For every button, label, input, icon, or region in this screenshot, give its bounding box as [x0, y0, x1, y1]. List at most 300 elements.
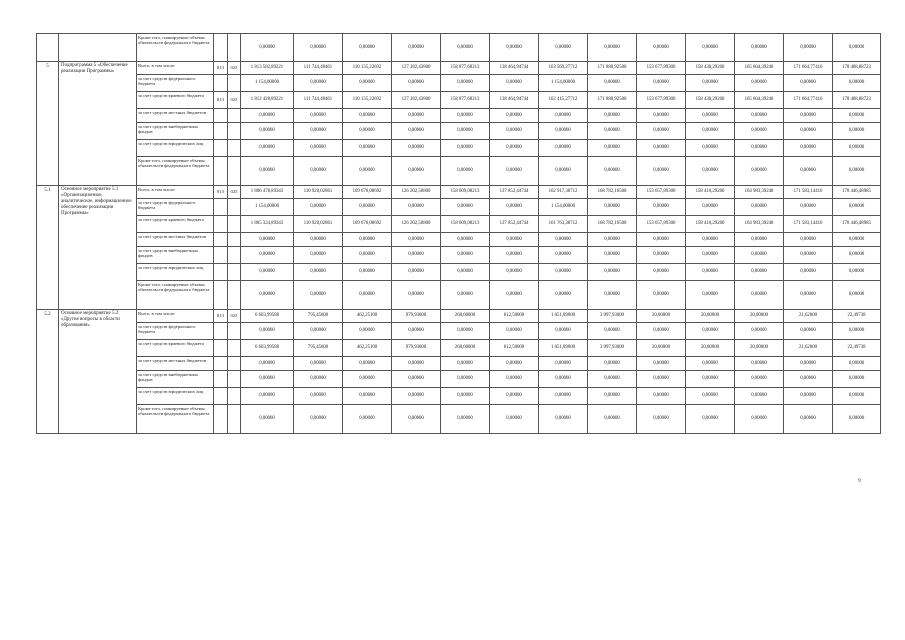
funding-source: за счет средств местных бюджетов — [137, 109, 214, 123]
funding-source: за счет средств федерального бюджета — [137, 75, 214, 92]
amount-cell: 0,00000 — [539, 140, 588, 157]
grbs-code — [214, 357, 228, 371]
amount-cell: 462,25100 — [343, 310, 392, 323]
table-row — [37, 233, 881, 247]
amount-cell: 0,00000 — [784, 199, 833, 216]
amount-cell: 178 468,88723 — [833, 92, 881, 109]
amount-cell: 0,00000 — [343, 388, 392, 405]
amount-cell: 21,62000 — [784, 310, 833, 323]
section-code — [228, 75, 241, 92]
table-row — [37, 281, 881, 310]
grbs-code — [214, 75, 228, 92]
amount-cell: 0,00000 — [833, 157, 881, 186]
amount-cell: 0,00000 — [833, 109, 881, 123]
funding-table — [36, 33, 881, 434]
amount-cell: 0,00000 — [637, 357, 686, 371]
amount-cell: 0,00000 — [441, 199, 490, 216]
amount-cell: 0,00000 — [392, 323, 441, 340]
amount-cell: 138 464,94744 — [490, 92, 539, 109]
table-row — [37, 357, 881, 371]
amount-cell: 0,00000 — [686, 405, 735, 434]
amount-cell: 0,00000 — [392, 371, 441, 388]
amount-cell: 0,00000 — [294, 157, 343, 186]
amount-cell: 0,00000 — [588, 233, 637, 247]
amount-cell: 0,00000 — [833, 405, 881, 434]
section-name — [59, 34, 137, 62]
amount-cell: 0,00000 — [784, 75, 833, 92]
amount-cell: 0,00000 — [343, 140, 392, 157]
amount-cell: 0,00000 — [539, 281, 588, 310]
table-row — [37, 264, 881, 281]
section-code — [228, 247, 241, 264]
amount-cell: 0,00000 — [539, 371, 588, 388]
section-code — [228, 388, 241, 405]
grbs-code — [214, 371, 228, 388]
amount-cell: 0,00000 — [735, 157, 784, 186]
amount-cell: 0,00000 — [539, 34, 588, 62]
table-row — [37, 140, 881, 157]
amount-cell: 0,00000 — [539, 264, 588, 281]
amount-cell: 0,00000 — [241, 157, 294, 186]
amount-cell: 162 917,38712 — [539, 186, 588, 199]
amount-cell: 0,00000 — [686, 264, 735, 281]
amount-cell: 0,00000 — [294, 233, 343, 247]
amount-cell: 0,00000 — [392, 109, 441, 123]
section-code — [228, 199, 241, 216]
amount-cell: 0,00000 — [784, 140, 833, 157]
amount-cell: 0,00000 — [735, 34, 784, 62]
table-body — [37, 34, 881, 434]
funding-source: Кроме того, планируемые объемы обязательств федерального бюджета — [137, 281, 214, 310]
section-name: Подпрограмма 5 «Обеспечение реализации Программы» — [59, 62, 137, 186]
grbs-code — [214, 216, 228, 233]
grbs-code — [214, 405, 228, 434]
section-code: 025 — [228, 62, 241, 75]
amount-cell: 0,00000 — [441, 388, 490, 405]
amount-cell: 0,00000 — [392, 140, 441, 157]
section-index: 5 — [37, 62, 59, 186]
amount-cell: 0,00000 — [735, 123, 784, 140]
section-code — [228, 34, 241, 62]
amount-cell: 0,00000 — [637, 34, 686, 62]
amount-cell: 0,00000 — [686, 140, 735, 157]
amount-cell: 0,00000 — [343, 264, 392, 281]
amount-cell: 171 664,77416 — [784, 62, 833, 75]
funding-source: за счет средств внебюджетных фондов — [137, 123, 214, 140]
amount-cell: 165 604,39248 — [735, 92, 784, 109]
amount-cell: 0,00000 — [241, 357, 294, 371]
amount-cell: 0,00000 — [343, 34, 392, 62]
grbs-code — [214, 199, 228, 216]
amount-cell: 0,00000 — [637, 264, 686, 281]
amount-cell: 0,00000 — [686, 233, 735, 247]
table-row — [37, 199, 881, 216]
amount-cell: 0,00000 — [241, 34, 294, 62]
amount-cell: 0,00000 — [241, 140, 294, 157]
amount-cell: 0,00000 — [343, 233, 392, 247]
amount-cell: 0,00000 — [343, 157, 392, 186]
amount-cell: 127 182,43800 — [392, 92, 441, 109]
amount-cell: 0,00000 — [637, 388, 686, 405]
amount-cell: 0,00000 — [588, 247, 637, 264]
amount-cell: 0,00000 — [784, 371, 833, 388]
grbs-code: 813 — [214, 62, 228, 75]
amount-cell: 0,00000 — [833, 75, 881, 92]
section-code — [228, 157, 241, 186]
amount-cell: 178 446,48985 — [833, 216, 881, 233]
grbs-code — [214, 247, 228, 264]
section-code — [228, 123, 241, 140]
section-code — [228, 323, 241, 340]
amount-cell: 1 154,00000 — [539, 75, 588, 92]
grbs-code — [214, 109, 228, 123]
amount-cell: 110 135,32692 — [343, 92, 392, 109]
amount-cell: 0,00000 — [588, 357, 637, 371]
table-row — [37, 405, 881, 434]
amount-cell: 0,00000 — [490, 371, 539, 388]
amount-cell: 0,00000 — [392, 405, 441, 434]
funding-source: Всего, в том числе: — [137, 310, 214, 323]
amount-cell: 153 677,89300 — [637, 62, 686, 75]
amount-cell: 20,00000 — [637, 340, 686, 357]
amount-cell: 165 604,39248 — [735, 62, 784, 75]
amount-cell: 0,00000 — [241, 247, 294, 264]
table-row — [37, 340, 881, 357]
amount-cell: 0,00000 — [588, 264, 637, 281]
amount-cell: 0,00000 — [588, 388, 637, 405]
funding-source: за счет средств юридических лиц — [137, 388, 214, 405]
amount-cell: 0,00000 — [686, 109, 735, 123]
amount-cell: 0,00000 — [490, 157, 539, 186]
amount-cell: 0,00000 — [735, 388, 784, 405]
table-row — [37, 388, 881, 405]
table-row — [37, 323, 881, 340]
amount-cell: 0,00000 — [441, 140, 490, 157]
amount-cell: 0,00000 — [241, 281, 294, 310]
amount-cell: 0,00000 — [735, 109, 784, 123]
table-row — [37, 109, 881, 123]
grbs-code: 813 — [214, 92, 228, 109]
amount-cell: 0,00000 — [441, 371, 490, 388]
amount-cell: 0,00000 — [735, 371, 784, 388]
amount-cell: 0,00000 — [539, 123, 588, 140]
grbs-code — [214, 323, 228, 340]
amount-cell: 0,00000 — [637, 281, 686, 310]
amount-cell: 0,00000 — [441, 281, 490, 310]
amount-cell: 0,00000 — [490, 140, 539, 157]
amount-cell: 161 763,38712 — [539, 216, 588, 233]
section-code — [228, 264, 241, 281]
grbs-code — [214, 388, 228, 405]
funding-source: за счет средств юридических лиц — [137, 264, 214, 281]
amount-cell: 0,00000 — [588, 371, 637, 388]
amount-cell: 0,00000 — [392, 388, 441, 405]
amount-cell: 110 920,02861 — [294, 186, 343, 199]
amount-cell: 0,00000 — [784, 34, 833, 62]
section-code — [228, 140, 241, 157]
amount-cell: 127 182,43800 — [392, 62, 441, 75]
amount-cell: 0,00000 — [490, 388, 539, 405]
amount-cell: 0,00000 — [735, 264, 784, 281]
amount-cell: 1 813 582,89221 — [241, 62, 294, 75]
amount-cell: 0,00000 — [539, 357, 588, 371]
amount-cell: 0,00000 — [490, 123, 539, 140]
amount-cell: 0,00000 — [686, 123, 735, 140]
amount-cell: 0,00000 — [441, 357, 490, 371]
amount-cell: 0,00000 — [686, 34, 735, 62]
grbs-code — [214, 123, 228, 140]
amount-cell: 0,00000 — [539, 157, 588, 186]
amount-cell: 0,00000 — [686, 371, 735, 388]
section-code: 025 — [228, 186, 241, 199]
amount-cell: 111 744,48461 — [294, 62, 343, 75]
amount-cell: 0,00000 — [441, 247, 490, 264]
section-index: 5.1 — [37, 186, 59, 310]
amount-cell: 163 569,27712 — [539, 62, 588, 75]
amount-cell: 0,00000 — [294, 323, 343, 340]
amount-cell: 153 677,89300 — [637, 92, 686, 109]
amount-cell: 0,00000 — [294, 75, 343, 92]
amount-cell: 0,00000 — [490, 233, 539, 247]
section-name: Основное мероприятие 5.2 «Другие вопросы в области образования» — [59, 310, 137, 434]
amount-cell: 138 464,94744 — [490, 62, 539, 75]
amount-cell: 0,00000 — [784, 388, 833, 405]
amount-cell: 0,00000 — [588, 109, 637, 123]
amount-cell: 0,00000 — [784, 264, 833, 281]
amount-cell: 22,49738 — [833, 310, 881, 323]
amount-cell: 0,00000 — [294, 123, 343, 140]
section-code — [228, 371, 241, 388]
amount-cell: 0,00000 — [588, 140, 637, 157]
amount-cell: 137 852,44744 — [490, 216, 539, 233]
section-name: Основное мероприятие 5.1 «Организационное, аналитическое, информационное обеспечение реализации Программы» — [59, 186, 137, 310]
amount-cell: 164 983,39248 — [735, 216, 784, 233]
amount-cell: 168 782,16500 — [588, 186, 637, 199]
amount-cell: 3 097,93000 — [588, 310, 637, 323]
amount-cell: 0,00000 — [441, 109, 490, 123]
amount-cell: 0,00000 — [392, 34, 441, 62]
amount-cell: 0,00000 — [637, 247, 686, 264]
amount-cell: 0,00000 — [392, 199, 441, 216]
amount-cell: 0,00000 — [588, 199, 637, 216]
amount-cell: 0,00000 — [686, 75, 735, 92]
amount-cell: 158 430,29200 — [686, 62, 735, 75]
amount-cell: 137 852,44744 — [490, 186, 539, 199]
table-row — [37, 157, 881, 186]
amount-cell: 0,00000 — [637, 323, 686, 340]
amount-cell: 0,00000 — [588, 323, 637, 340]
grbs-code: 813 — [214, 186, 228, 199]
amount-cell: 0,00000 — [637, 157, 686, 186]
amount-cell: 268,60000 — [441, 340, 490, 357]
amount-cell: 0,00000 — [441, 264, 490, 281]
amount-cell: 20,00000 — [686, 310, 735, 323]
amount-cell: 22,49738 — [833, 340, 881, 357]
amount-cell: 0,00000 — [686, 199, 735, 216]
amount-cell: 0,00000 — [241, 323, 294, 340]
grbs-code — [214, 140, 228, 157]
amount-cell: 0,00000 — [735, 140, 784, 157]
funding-source: за счет средств внебюджетных фондов — [137, 371, 214, 388]
amount-cell: 153 657,89300 — [637, 186, 686, 199]
amount-cell: 0,00000 — [343, 281, 392, 310]
amount-cell: 0,00000 — [686, 157, 735, 186]
amount-cell: 0,00000 — [784, 109, 833, 123]
amount-cell: 0,00000 — [784, 405, 833, 434]
funding-source: за счет средств юридических лиц — [137, 140, 214, 157]
grbs-code — [214, 281, 228, 310]
grbs-code — [214, 233, 228, 247]
funding-source: Кроме того, планируемые объемы обязательств федерального бюджета — [137, 34, 214, 62]
amount-cell: 0,00000 — [735, 357, 784, 371]
amount-cell: 0,00000 — [343, 357, 392, 371]
amount-cell: 0,00000 — [588, 281, 637, 310]
amount-cell: 0,00000 — [784, 357, 833, 371]
amount-cell: 109 676,08692 — [343, 216, 392, 233]
amount-cell: 3 097,93000 — [588, 340, 637, 357]
table-row — [37, 34, 881, 62]
section-index — [37, 34, 59, 62]
section-code — [228, 281, 241, 310]
section-code — [228, 405, 241, 434]
amount-cell: 0,00000 — [833, 264, 881, 281]
amount-cell: 158 410,29200 — [686, 186, 735, 199]
table-row — [37, 123, 881, 140]
amount-cell: 0,00000 — [294, 357, 343, 371]
amount-cell: 0,00000 — [343, 323, 392, 340]
amount-cell: 1 154,00000 — [241, 199, 294, 216]
amount-cell: 0,00000 — [343, 247, 392, 264]
amount-cell: 0,00000 — [490, 247, 539, 264]
funding-source: Всего, в том числе: — [137, 186, 214, 199]
amount-cell: 153 657,89300 — [637, 216, 686, 233]
section-code — [228, 109, 241, 123]
amount-cell: 0,00000 — [686, 357, 735, 371]
amount-cell: 0,00000 — [294, 281, 343, 310]
amount-cell: 110 920,02861 — [294, 216, 343, 233]
amount-cell: 0,00000 — [294, 388, 343, 405]
amount-cell: 0,00000 — [392, 233, 441, 247]
amount-cell: 0,00000 — [392, 264, 441, 281]
amount-cell: 795,45600 — [294, 340, 343, 357]
amount-cell: 0,00000 — [833, 281, 881, 310]
amount-cell: 0,00000 — [784, 123, 833, 140]
amount-cell: 0,00000 — [784, 247, 833, 264]
amount-cell: 0,00000 — [241, 233, 294, 247]
amount-cell: 0,00000 — [637, 123, 686, 140]
amount-cell: 126 202,50800 — [392, 186, 441, 199]
amount-cell: 171 583,14416 — [784, 216, 833, 233]
amount-cell: 0,00000 — [588, 34, 637, 62]
funding-source: за счет средств краевого бюджета — [137, 340, 214, 357]
amount-cell: 0,00000 — [833, 140, 881, 157]
amount-cell: 0,00000 — [735, 75, 784, 92]
amount-cell: 1 154,00000 — [539, 199, 588, 216]
funding-source: Кроме того, планируемые объемы обязательств федерального бюджета — [137, 157, 214, 186]
grbs-code — [214, 340, 228, 357]
amount-cell: 612,50000 — [490, 340, 539, 357]
amount-cell: 0,00000 — [241, 264, 294, 281]
section-code: 025 — [228, 92, 241, 109]
amount-cell: 168 782,16500 — [588, 216, 637, 233]
amount-cell: 0,00000 — [833, 233, 881, 247]
amount-cell: 21,62000 — [784, 340, 833, 357]
amount-cell: 0,00000 — [294, 109, 343, 123]
amount-cell: 0,00000 — [588, 157, 637, 186]
amount-cell: 0,00000 — [588, 405, 637, 434]
amount-cell: 0,00000 — [343, 75, 392, 92]
amount-cell: 0,00000 — [392, 357, 441, 371]
amount-cell: 0,00000 — [490, 357, 539, 371]
amount-cell: 0,00000 — [490, 109, 539, 123]
amount-cell: 0,00000 — [686, 388, 735, 405]
grbs-code — [214, 157, 228, 186]
amount-cell: 0,00000 — [343, 109, 392, 123]
amount-cell: 171 880,92500 — [588, 92, 637, 109]
amount-cell: 0,00000 — [392, 75, 441, 92]
amount-cell: 0,00000 — [441, 157, 490, 186]
amount-cell: 158 430,29200 — [686, 92, 735, 109]
amount-cell: 0,00000 — [588, 75, 637, 92]
amount-cell: 0,00000 — [539, 109, 588, 123]
amount-cell: 0,00000 — [833, 34, 881, 62]
amount-cell: 0,00000 — [637, 405, 686, 434]
section-code — [228, 216, 241, 233]
amount-cell: 0,00000 — [784, 233, 833, 247]
amount-cell: 0,00000 — [588, 123, 637, 140]
amount-cell: 0,00000 — [294, 140, 343, 157]
amount-cell: 0,00000 — [490, 281, 539, 310]
amount-cell: 0,00000 — [490, 323, 539, 340]
table-row — [37, 75, 881, 92]
amount-cell: 0,00000 — [833, 199, 881, 216]
table-row — [37, 62, 881, 75]
amount-cell: 0,00000 — [686, 323, 735, 340]
funding-source: за счет средств федерального бюджета — [137, 323, 214, 340]
amount-cell: 0,00000 — [441, 34, 490, 62]
amount-cell: 0,00000 — [833, 123, 881, 140]
amount-cell: 0,00000 — [294, 34, 343, 62]
amount-cell: 158 877,68213 — [441, 92, 490, 109]
amount-cell: 164 983,39248 — [735, 186, 784, 199]
amount-cell: 0,00000 — [539, 233, 588, 247]
amount-cell: 111 744,48461 — [294, 92, 343, 109]
section-code — [228, 233, 241, 247]
amount-cell: 20,00000 — [735, 310, 784, 323]
amount-cell: 0,00000 — [441, 75, 490, 92]
amount-cell: 1 154,00000 — [241, 75, 294, 92]
funding-source: за счет средств внебюджетных фондов — [137, 247, 214, 264]
table-row — [37, 186, 881, 199]
amount-cell: 0,00000 — [686, 247, 735, 264]
section-index: 5.2 — [37, 310, 59, 434]
grbs-code — [214, 34, 228, 62]
table-row — [37, 371, 881, 388]
amount-cell: 0,00000 — [490, 405, 539, 434]
amount-cell: 612,50000 — [490, 310, 539, 323]
amount-cell: 0,00000 — [294, 264, 343, 281]
amount-cell: 0,00000 — [490, 264, 539, 281]
amount-cell: 0,00000 — [241, 388, 294, 405]
amount-cell: 178 446,48985 — [833, 186, 881, 199]
amount-cell: 979,93000 — [392, 340, 441, 357]
amount-cell: 1 051,89000 — [539, 310, 588, 323]
amount-cell: 158 877,68213 — [441, 62, 490, 75]
funding-source: Всего, в том числе: — [137, 62, 214, 75]
amount-cell: 0,00000 — [637, 75, 686, 92]
table-row — [37, 92, 881, 109]
amount-cell: 0,00000 — [392, 281, 441, 310]
